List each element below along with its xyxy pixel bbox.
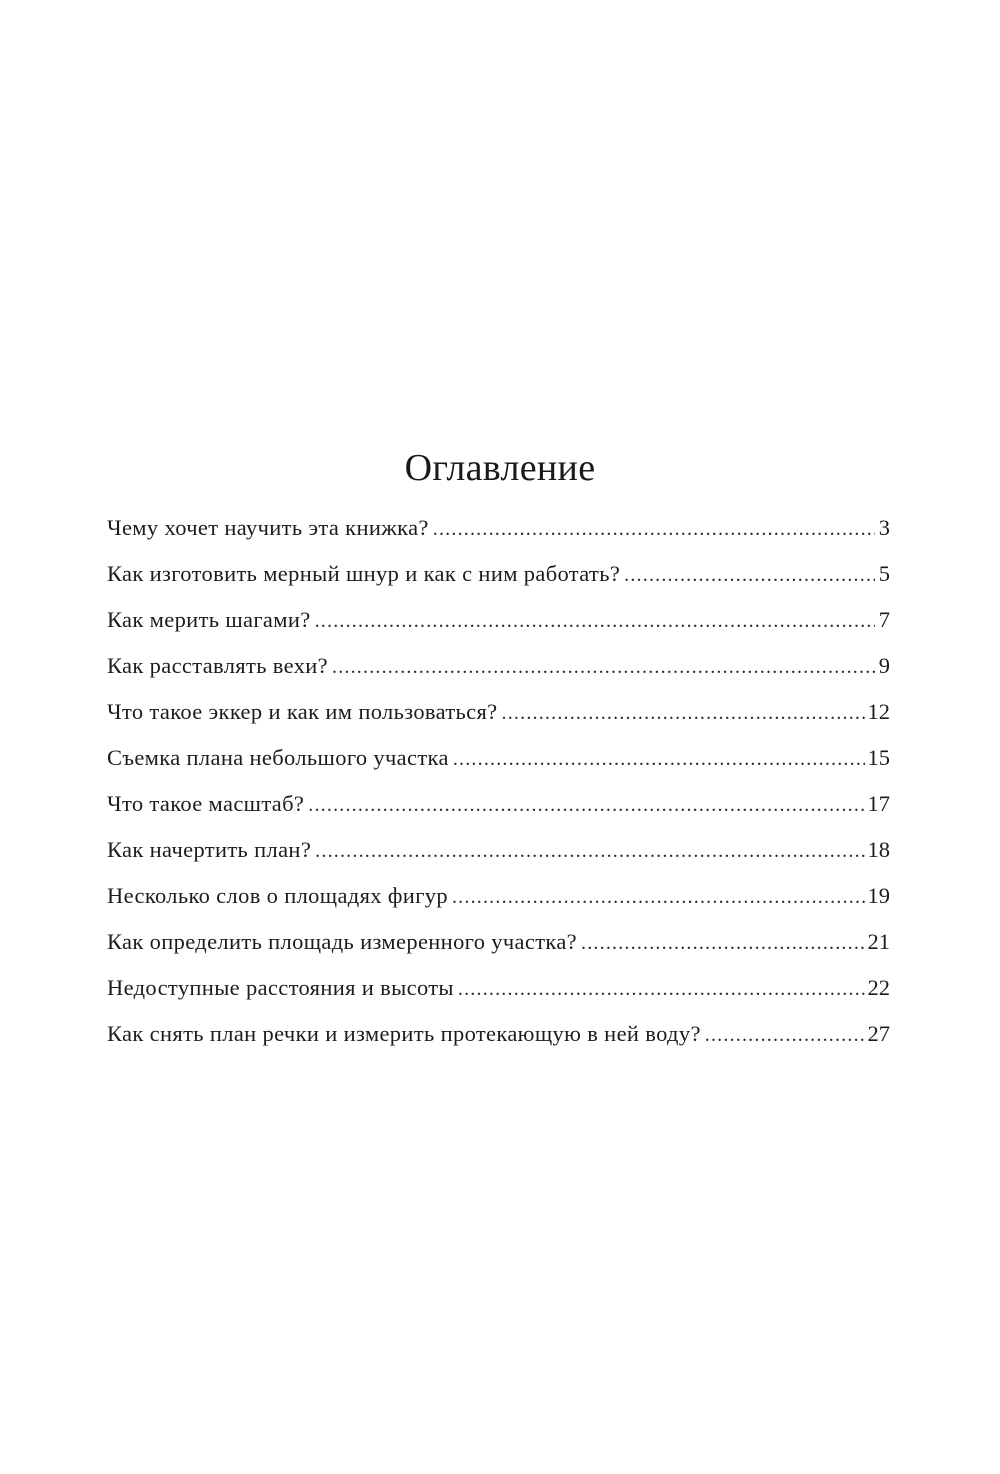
dot-leader	[315, 597, 875, 644]
toc-entry	[107, 689, 890, 735]
toc-entry-title: Как изготовить мерный шнур и как с ним работать?	[107, 561, 621, 586]
toc-entry-title: Съемка плана небольшого участка	[107, 745, 449, 770]
toc-entry-page: 5	[878, 561, 890, 586]
toc-entry	[107, 965, 890, 1011]
toc-title: Оглавление	[404, 447, 596, 490]
toc-entry-title: Чему хочет научить эта книжка?	[107, 515, 429, 540]
toc-entry-title: Как расставлять вехи?	[107, 653, 328, 678]
dot-leader	[624, 551, 875, 598]
dot-leader	[502, 689, 865, 736]
toc-entry-title: Как начертить план?	[107, 837, 312, 862]
toc-entry	[107, 1011, 890, 1057]
toc-entry	[107, 505, 890, 551]
toc-entry-page: 22	[867, 975, 890, 1000]
dot-leader	[705, 1011, 865, 1058]
dot-leader	[581, 919, 864, 966]
toc-entry-page: 18	[867, 837, 890, 862]
toc-entry-page: 12	[867, 699, 890, 724]
dot-leader	[433, 505, 875, 552]
toc-entry	[107, 597, 890, 643]
toc-entry	[107, 643, 890, 689]
toc-entry	[107, 873, 890, 919]
toc-entry-title: Как снять план речки и измерить протекающую в ней воду?	[107, 1021, 701, 1046]
toc-entry-title: Как мерить шагами?	[107, 607, 311, 632]
toc-entry	[107, 919, 890, 965]
toc-entry-page: 27	[867, 1021, 890, 1046]
dot-leader	[332, 643, 875, 690]
toc-entry-title: Несколько слов о площадях фигур	[107, 883, 448, 908]
toc-entry	[107, 781, 890, 827]
dot-leader	[453, 735, 865, 782]
toc-entry-page: 19	[867, 883, 890, 908]
dot-leader	[458, 965, 865, 1012]
dot-leader	[308, 781, 864, 828]
toc-entry-page: 17	[867, 791, 890, 816]
dot-leader	[315, 827, 864, 874]
toc-entry-title: Что такое масштаб?	[107, 791, 305, 816]
dot-leader	[452, 873, 865, 920]
toc-entry	[107, 735, 890, 781]
toc-entry-page: 9	[878, 653, 890, 678]
toc-entry-page: 15	[867, 745, 890, 770]
toc-entry	[107, 551, 890, 597]
toc-entry-title: Недоступные расстояния и высоты	[107, 975, 454, 1000]
toc-entry-title: Что такое эккер и как им пользоваться?	[107, 699, 498, 724]
toc-entry	[107, 827, 890, 873]
toc-entry-page: 21	[867, 929, 890, 954]
toc-entry-title: Как определить площадь измеренного участка?	[107, 929, 578, 954]
toc-list	[107, 505, 890, 1057]
toc-entry-page: 3	[878, 515, 890, 540]
toc-entry-page: 7	[878, 607, 890, 632]
